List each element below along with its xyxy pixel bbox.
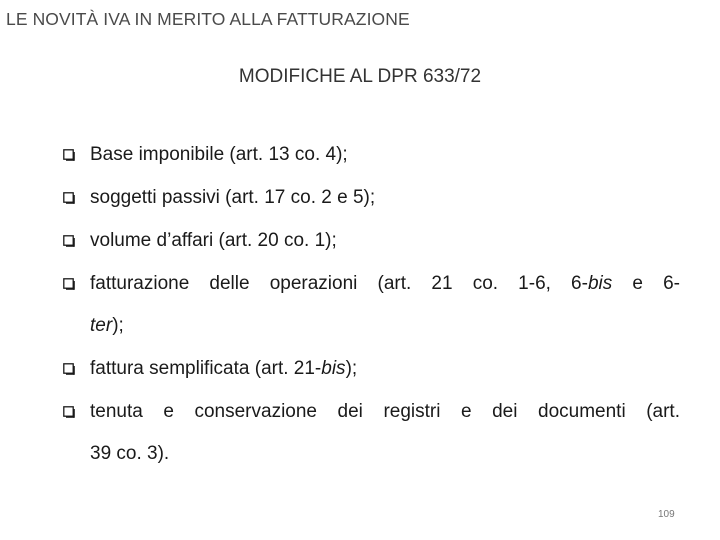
item-text: volume d’affari (art. 20 co. 1); <box>90 230 337 251</box>
item-text-line2: 39 co. 3). <box>90 443 170 464</box>
item-text-italic: bis <box>587 273 613 294</box>
hollow-square-bullet-icon <box>63 149 75 161</box>
item-text: soggetti passivi (art. 17 co. 2 e 5); <box>90 187 376 208</box>
item-text <box>90 351 680 386</box>
hollow-square-bullet-icon <box>63 363 75 375</box>
item-text-line2 <box>90 308 680 343</box>
slide-header: LE NOVITÀ IVA IN MERITO ALLA FATTURAZIONE <box>6 9 410 29</box>
item-text-segment: ); <box>112 315 124 336</box>
slide-subtitle: MODIFICHE AL DPR 633/72 <box>238 66 482 87</box>
item-text-line1 <box>90 266 680 301</box>
list-item <box>62 137 680 172</box>
item-text-segment: fattura semplificata (art. 21- <box>90 358 322 379</box>
page-number: 109 <box>658 509 675 520</box>
item-text-italic: ter <box>90 315 113 336</box>
item-text-italic: bis <box>321 358 346 379</box>
list-item <box>62 351 680 386</box>
list-item <box>62 394 680 471</box>
item-text-line1: tenuta e conservazione dei registri e dei documenti (art. <box>90 401 680 422</box>
list-item <box>62 180 680 215</box>
item-text-segment: fatturazione delle operazioni (art. 21 co. 1-6, 6- <box>90 273 588 294</box>
hollow-square-bullet-icon <box>63 406 75 418</box>
item-text-segment: ); <box>345 358 358 379</box>
item-text-segment: e 6- <box>612 273 680 294</box>
hollow-square-bullet-icon <box>63 192 75 204</box>
hollow-square-bullet-icon <box>63 278 75 290</box>
item-text: Base imponibile (art. 13 co. 4); <box>90 144 348 165</box>
bullet-list <box>62 137 680 479</box>
hollow-square-bullet-icon <box>63 235 75 247</box>
list-item <box>62 266 680 343</box>
list-item <box>62 223 680 258</box>
